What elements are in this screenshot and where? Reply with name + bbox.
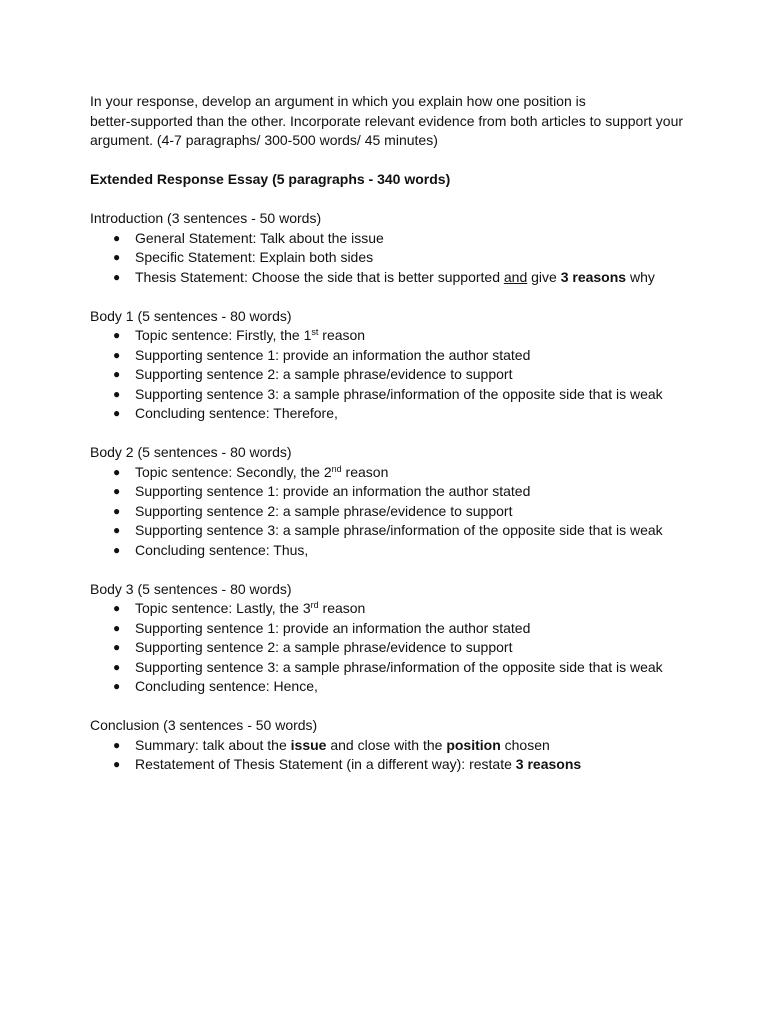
introduction-heading: Introduction (3 sentences - 50 words): [90, 210, 322, 226]
list-item: ● Concluding sentence: Thus,: [90, 541, 690, 561]
bullet-icon: ●: [113, 269, 121, 284]
list-item: ● Specific Statement: Explain both sides: [90, 248, 690, 268]
list-item: ● Restatement of Thesis Statement (in a different way): restate 3 reasons: [90, 755, 690, 775]
document-page: [90, 92, 690, 775]
bullet-icon: ●: [113, 640, 121, 654]
bullet-icon: ●: [113, 601, 121, 615]
conclusion-section: [90, 716, 690, 775]
bullet-icon: ●: [113, 406, 121, 420]
prompt-paragraph: [90, 92, 690, 151]
bullet-icon: ●: [113, 679, 121, 693]
list-item: ● Supporting sentence 1: provide an information the author stated: [90, 482, 690, 502]
body2-section: [90, 443, 690, 560]
bullet-icon: ●: [113, 464, 121, 479]
bullet-icon: ●: [113, 542, 121, 557]
list-item: ● Supporting sentence 3: a sample phrase/information of the opposite side that is weak: [90, 521, 690, 541]
body1-heading: Body 1 (5 sentences - 80 words): [90, 307, 292, 324]
body1-section: [90, 307, 690, 424]
bullet-icon: ●: [113, 367, 121, 381]
essay-title: Extended Response Essay (5 paragraphs - 340 words): [90, 171, 451, 187]
body1-list: [90, 326, 690, 424]
list-item: ● Summary: talk about the issue and close with the position chosen: [90, 736, 690, 756]
list-item: ● Supporting sentence 2: a sample phrase/evidence to support: [90, 365, 690, 385]
prompt-line-1: In your response, develop an argument in which you explain how one position is: [90, 93, 586, 109]
list-item: ● Supporting sentence 3: a sample phrase/information of the opposite side that is weak: [90, 658, 690, 678]
list-item: ● Concluding sentence: Therefore,: [90, 404, 690, 424]
body2-heading: Body 2 (5 sentences - 80 words): [90, 444, 292, 460]
bullet-icon: ●: [113, 659, 121, 674]
bullet-icon: ●: [113, 230, 121, 245]
list-item: ● Supporting sentence 2: a sample phrase/evidence to support: [90, 638, 690, 658]
list-item: ● Topic sentence: Secondly, the 2nd reason: [90, 463, 690, 483]
list-item: ● Supporting sentence 1: provide an information the author stated: [90, 346, 690, 366]
bullet-icon: ●: [113, 620, 121, 635]
list-item: ● Concluding sentence: Hence,: [90, 677, 690, 697]
bullet-icon: ●: [113, 757, 121, 771]
prompt-line-3: argument. (4-7 paragraphs/ 300-500 words/ 45 minutes): [90, 132, 438, 148]
introduction-section: [90, 209, 690, 287]
list-item: ● Supporting sentence 3: a sample phrase/information of the opposite side that is weak: [90, 385, 690, 405]
bullet-icon: ●: [113, 250, 121, 264]
bullet-icon: ●: [113, 386, 121, 401]
bullet-icon: ●: [113, 328, 121, 342]
bullet-icon: ●: [113, 503, 121, 518]
body2-list: [90, 463, 690, 561]
bullet-icon: ●: [113, 484, 121, 498]
body3-heading: Body 3 (5 sentences - 80 words): [90, 580, 292, 597]
list-item: ● Thesis Statement: Choose the side that is better supported and give 3 reasons why: [90, 268, 690, 288]
body3-list: [90, 599, 690, 697]
conclusion-heading: Conclusion (3 sentences - 50 words): [90, 717, 318, 733]
bullet-icon: ●: [113, 523, 121, 537]
bullet-icon: ●: [113, 737, 121, 752]
prompt-line-2: better-supported than the other. Incorporate relevant evidence from both articles to support your: [90, 112, 684, 129]
introduction-list: [90, 229, 690, 288]
list-item: ● Topic sentence: Lastly, the 3rd reason: [90, 599, 690, 619]
body3-section: [90, 580, 690, 697]
bullet-icon: ●: [113, 347, 121, 362]
list-item: ● Supporting sentence 1: provide an information the author stated: [90, 619, 690, 639]
conclusion-list: [90, 736, 690, 775]
list-item: ● Supporting sentence 2: a sample phrase/evidence to support: [90, 502, 690, 522]
list-item: ● Topic sentence: Firstly, the 1st reason: [90, 326, 690, 346]
list-item: ● General Statement: Talk about the issue: [90, 229, 690, 249]
